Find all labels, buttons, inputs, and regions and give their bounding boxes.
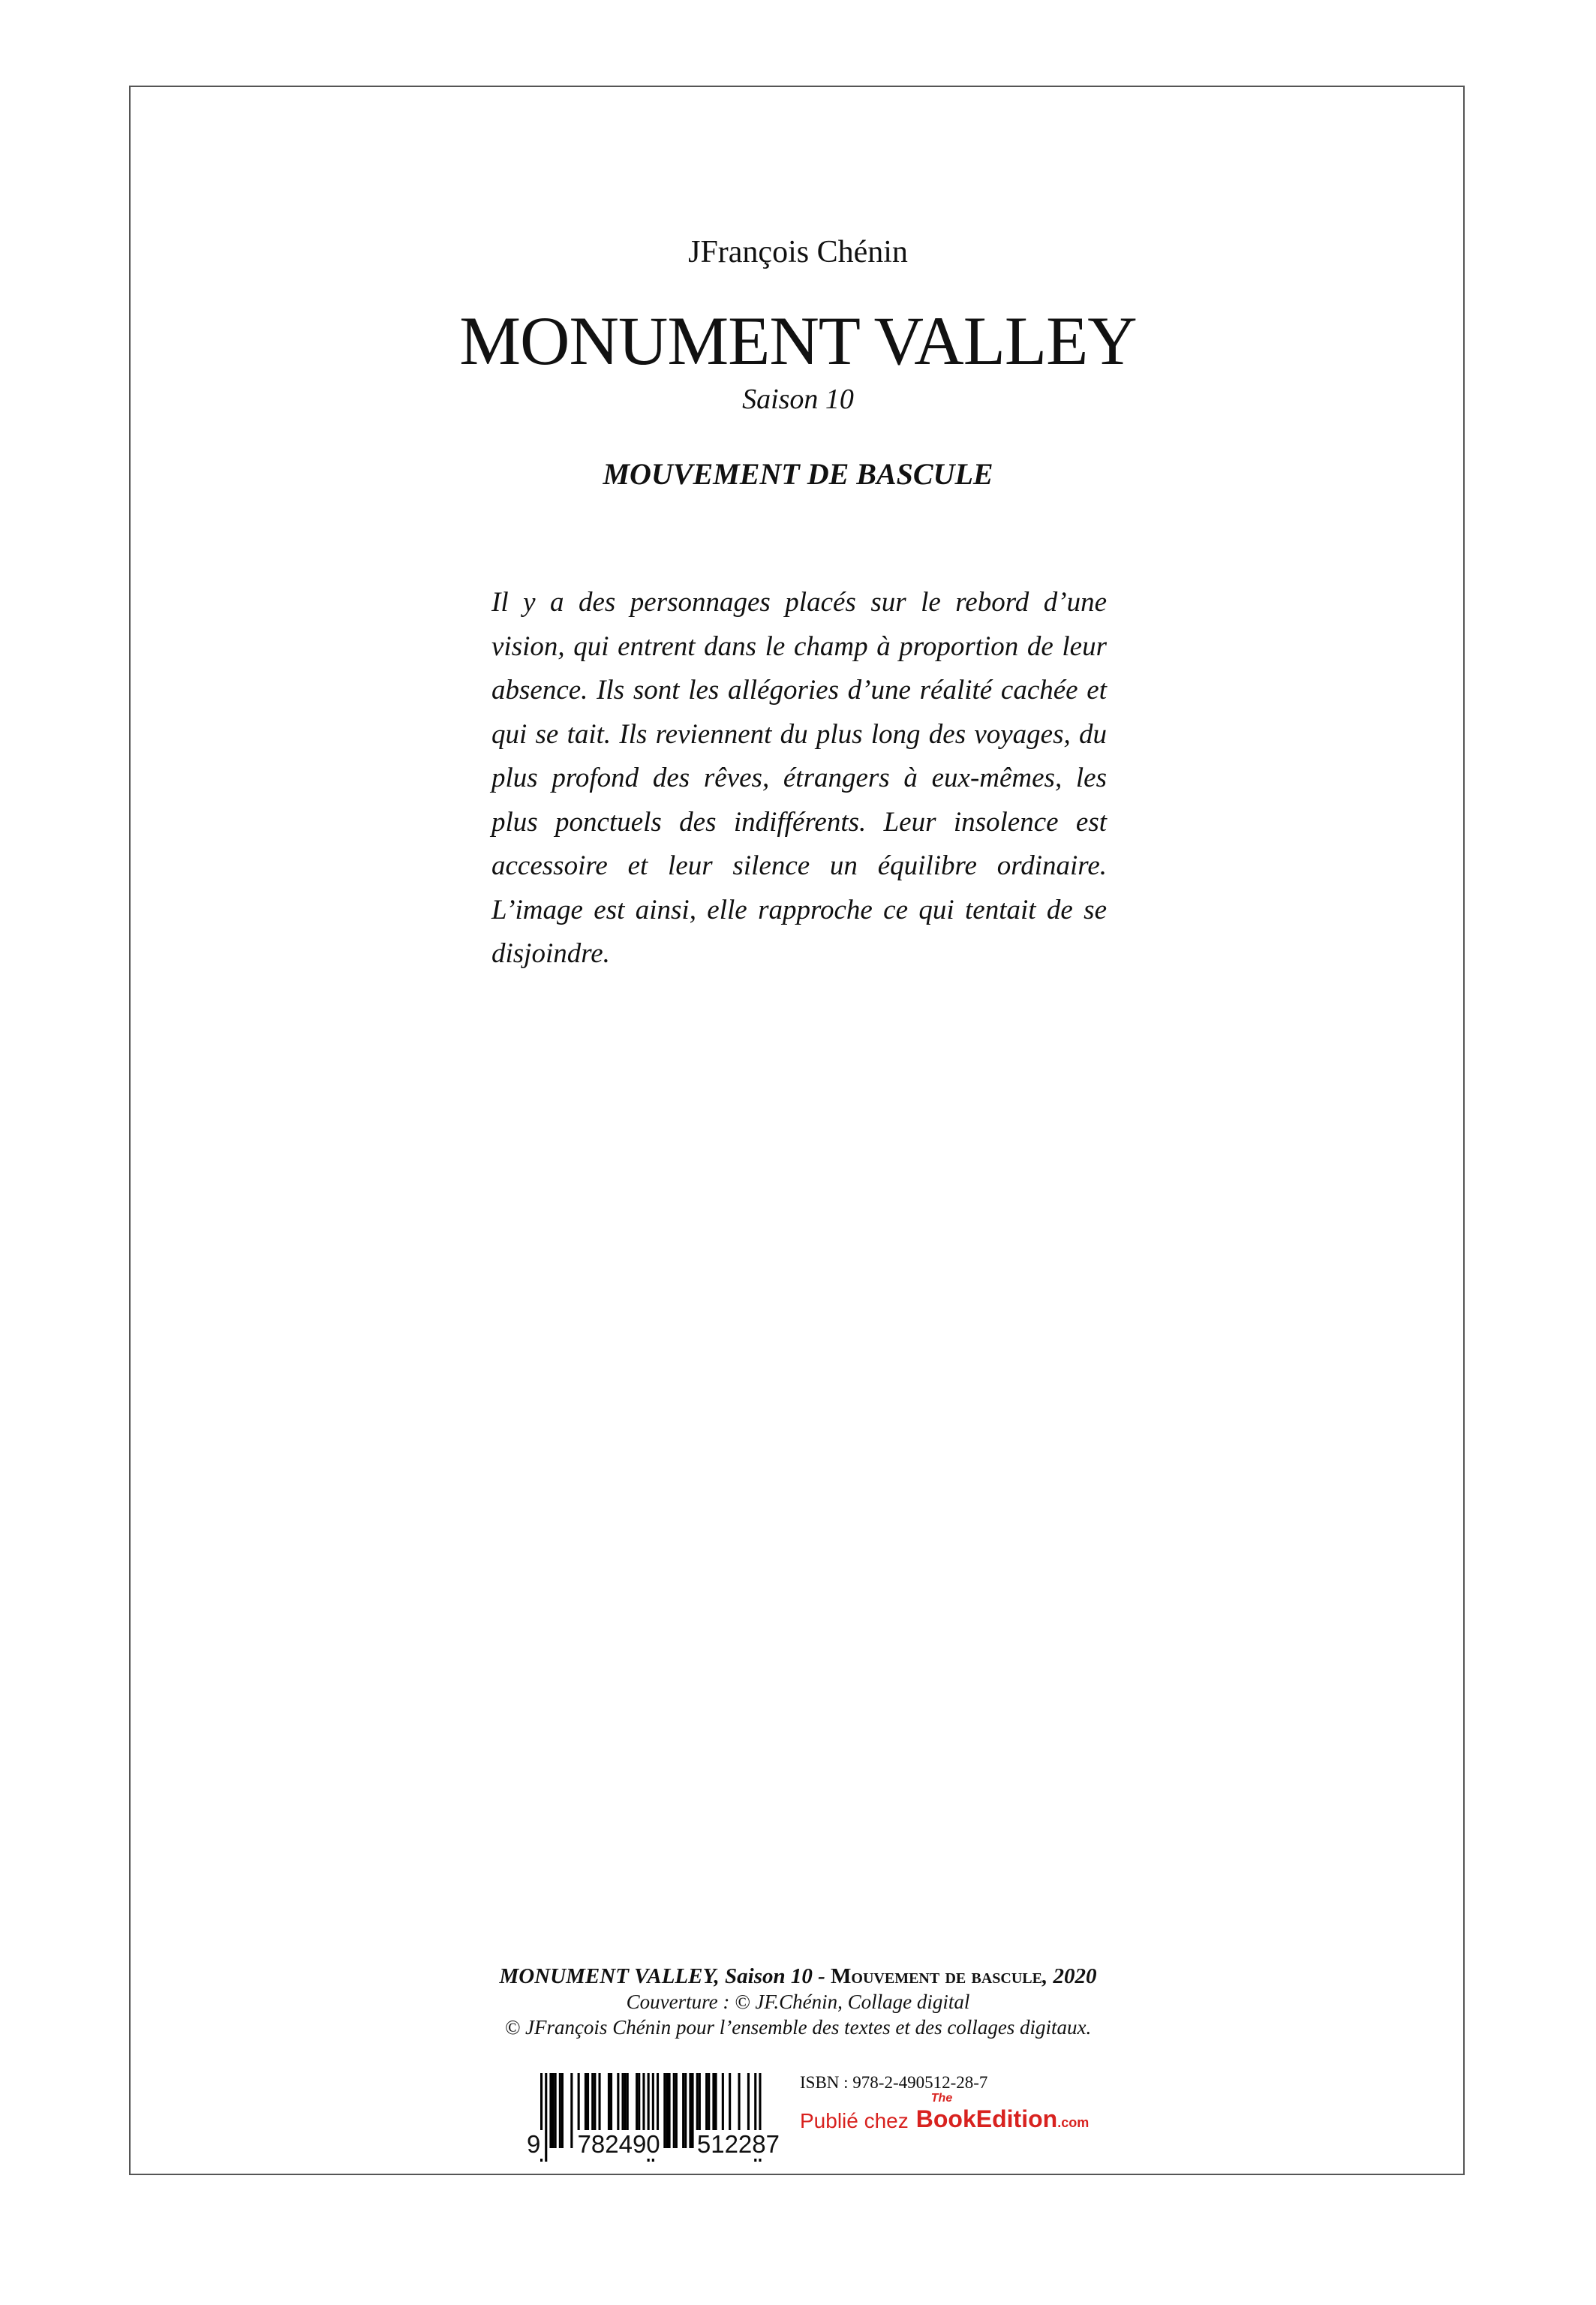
barcode-digit-first: 9 xyxy=(524,2130,543,2159)
season-label: Saison 10 xyxy=(742,384,854,415)
book-subtitle: MOUVEMENT DE BASCULE xyxy=(603,457,993,491)
colophon-title: MONUMENT VALLEY, Saison 10 xyxy=(499,1964,813,1988)
back-cover-blurb: Il y a des personnages placés sur le rebord d’une vision, qui entrent dans le champ à proportion de leur absence. Ils sont les allégories d’une réalité cachée et qui se tait. Ils reviennent du plus long des voyages, du plus profond des rêves, étrangers à eux-mêmes, les plus ponctuels des indifférents. Leur insolence est accessoire et leur silence un équilibre ordinaire. L’image est ainsi, elle rapproche ce qui tentait de se disjoindre. xyxy=(491,587,1107,969)
colophon-line-title xyxy=(0,1963,1596,1989)
publisher-line xyxy=(800,2092,1090,2133)
barcode-digits-left: 782490 xyxy=(575,2130,663,2159)
barcode-digits-right: 512287 xyxy=(694,2130,783,2159)
author-name: JFrançois Chénin xyxy=(688,235,908,269)
colophon-year: , 2020 xyxy=(1041,1964,1097,1988)
barcode-digits xyxy=(524,2130,783,2159)
colophon xyxy=(0,1963,1596,2040)
colophon-cover-credit: Couverture : © JF.Chénin, Collage digital xyxy=(626,1991,970,2013)
colophon-subtitle: Mouvement de bascule xyxy=(831,1964,1042,1988)
publisher-logo-the: The xyxy=(930,2092,953,2105)
publisher-logo-name: BookEdition xyxy=(915,2105,1058,2132)
colophon-copyright: © JFrançois Chénin pour l’ensemble des textes et des collages digitaux. xyxy=(504,2016,1092,2039)
publisher-logo-suffix: .com xyxy=(1057,2115,1090,2130)
isbn-label: ISBN : 978-2-490512-28-7 xyxy=(800,2073,988,2092)
colophon-separator: - xyxy=(812,1964,831,1988)
book-title: MONUMENT VALLEY xyxy=(459,302,1137,379)
publisher-logo xyxy=(915,2092,1090,2133)
publisher-prefix: Publié chez xyxy=(800,2109,909,2132)
